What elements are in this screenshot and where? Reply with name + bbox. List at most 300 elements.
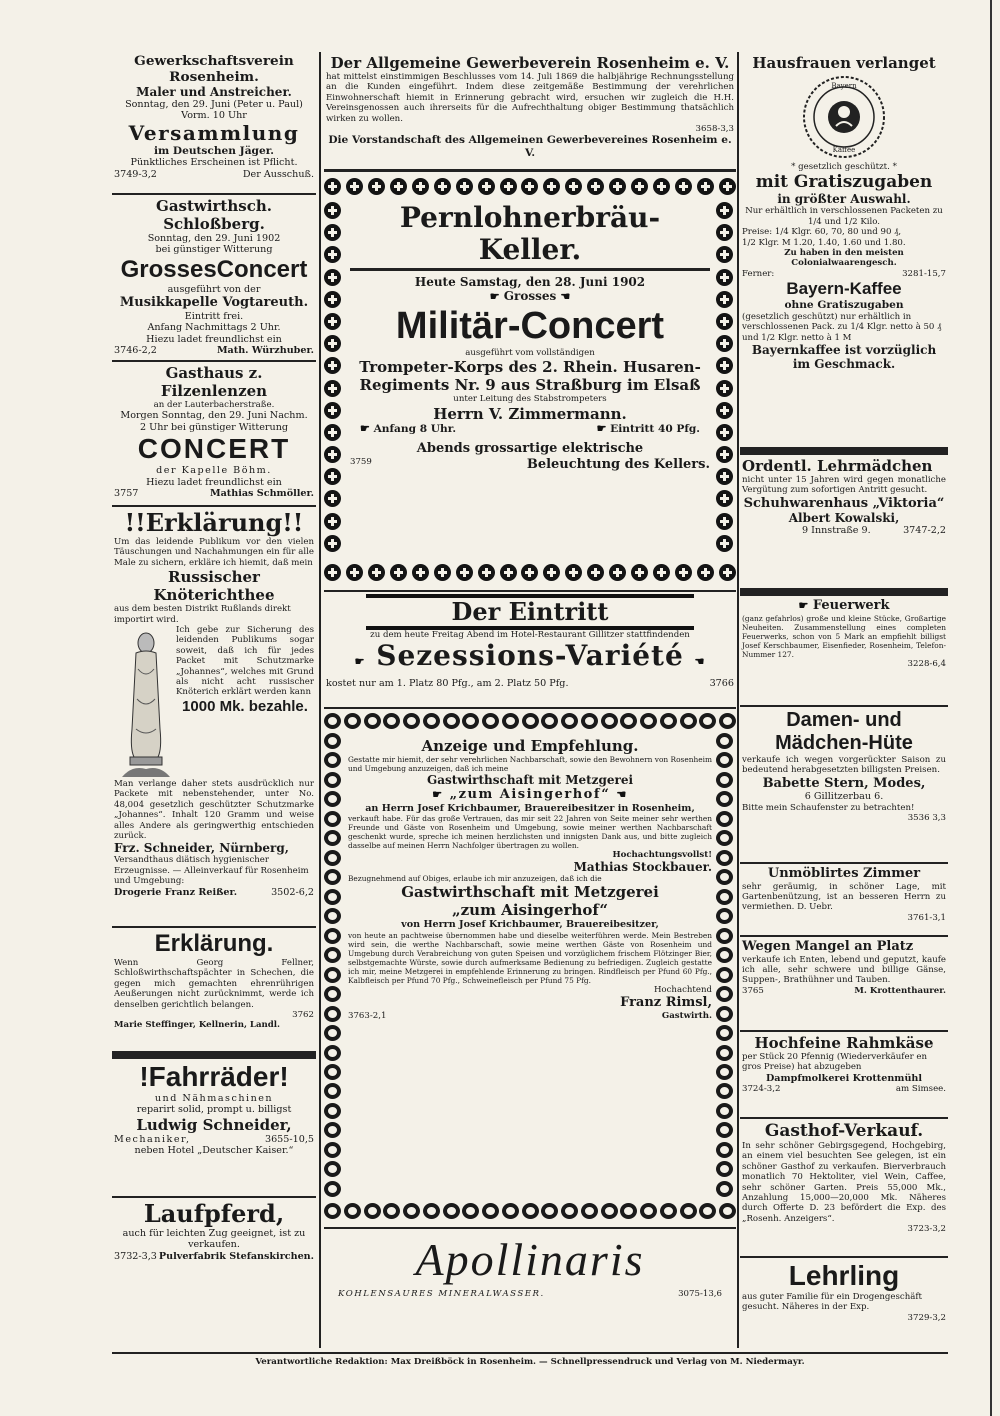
ad-band: der Kapelle Böhm. <box>156 465 272 477</box>
ad-address: am Simsee. <box>895 1084 946 1095</box>
page-edge-line <box>990 0 992 1416</box>
ring-border-top <box>324 713 736 733</box>
ring-ornament <box>716 772 733 788</box>
ad-body: (gesetzlich geschützt) nur erhältlich in verschlossenen Pack. zu 1/4 Klgr. netto à 50 ₰ und 1/2 Klgr. netto à 1 M <box>742 311 942 343</box>
cross-bead-ornament <box>390 564 407 581</box>
ring-ornament <box>716 1103 733 1119</box>
ad-body: Wenn Georg Fellner, Schloßwirthschaftspächter in Schechen, die gegen mich gemachten ehrenrührigen Aeußerungen nicht zurücknimmt, werde ich denselben gerichtlich belangen. <box>114 958 314 1010</box>
ad-heading-line1: Damen- und <box>786 709 902 731</box>
ad-start <box>360 423 456 436</box>
ad-date: Heute Samstag, den 28. Juni 1902 <box>414 275 646 289</box>
cross-bead-ornament <box>434 564 451 581</box>
ring-ornament <box>324 1161 341 1177</box>
cross-bead-ornament <box>324 202 341 219</box>
cross-bead-ornament <box>631 178 648 195</box>
cross-bead-ornament <box>565 564 582 581</box>
ring-border-left <box>324 733 344 1197</box>
ring-ornament <box>719 713 736 729</box>
cross-bead-ornament <box>324 178 341 195</box>
ad-heading: Gasthof-Verkauf. <box>764 1121 924 1141</box>
ring-ornament <box>716 733 733 749</box>
ad-bayern-kaffee <box>740 52 948 449</box>
ring-ornament <box>680 713 697 729</box>
ad-buyer: an Herrn Josef Krichbaumer, Brauereibesitzer in Rosenheim, <box>365 802 695 814</box>
ad-start-label: Anfang 8 Uhr. <box>373 422 457 435</box>
cross-bead-ornament <box>324 402 341 419</box>
ring-ornament <box>716 908 733 924</box>
ring-ornament <box>324 1181 341 1197</box>
cross-bead-ornament <box>412 564 429 581</box>
cross-bead-ornament <box>324 513 341 530</box>
ad-signature: M. Krottenthaurer. <box>854 985 946 996</box>
ad-seller: von Herrn Josef Krichbaumer, Brauereibesitzer, <box>401 919 659 931</box>
ad-packs: Nur erhältlich in verschlossenen Packeten zu 1/4 und 1/2 Kilo. <box>745 206 943 227</box>
ring-ornament <box>581 713 598 729</box>
ad-repair: reparirt solid, prompt u. billigst <box>136 1104 292 1116</box>
ad-number: 3655-10,5 <box>264 1133 314 1145</box>
ad-body: In sehr schöner Gebirgsgegend, Hochgebirg, an einem viel besuchten See gelegen, ist ein schöner Gasthof zu verkaufen. Bierverbrauch monatlich 70 Hektoliter, viel Wein, Caffee, sehr schöner Garten. Preis 55,000 Mk., Anzahlung 15,000—20,000 Mk. Näheres durch Offerte D. 23 befördert die Exp. des „Rosenh. Anzeigers“. <box>742 1141 946 1224</box>
cross-bead-ornament <box>716 313 733 330</box>
ad-name: Albert Kowalski, <box>788 511 900 526</box>
cross-bead-ornament <box>716 446 733 463</box>
ad-time: Vorm. 10 Uhr <box>181 110 247 122</box>
ad-heading: mit Gratiszugaben <box>755 172 933 193</box>
ring-ornament <box>522 1203 539 1219</box>
ad-signature: Marie Steffinger, Kellnerin, Landl. <box>114 1020 281 1031</box>
ad-erklaerung-fellner <box>112 928 316 1053</box>
pointing-hand-left-icon: ☚ <box>694 655 706 669</box>
ad-laufpferd <box>112 1198 316 1283</box>
cross-bead-ornament <box>521 178 538 195</box>
ad-body-2: Bitte mein Schaufenster zu betrachten! <box>742 802 915 813</box>
cross-bead-ornament <box>324 224 341 241</box>
ring-ornament <box>324 947 341 963</box>
ad-body: Ich gebe zur Sicherung des leidenden Publikums sogar soweit, daß ich für jedes Packet mit Schutzmarke „Johannes“, welches mit Grund als nicht acht russischer Knöterich erklärt werden kann <box>176 625 314 698</box>
cross-bead-ornament <box>478 178 495 195</box>
ad-firm: Frz. Schneider, Nürnberg, <box>114 841 289 856</box>
cross-bead-ornament <box>716 490 733 507</box>
ad-apollinaris <box>324 1229 736 1330</box>
ad-title: Hausfrauen verlanget <box>752 54 936 72</box>
ad-heading: Wegen Mangel an Platz <box>742 939 914 954</box>
cross-bead-ornament <box>716 357 733 374</box>
bead-border-bottom <box>324 564 736 584</box>
ad-address: 9 Innstraße 9. <box>802 525 871 537</box>
ring-ornament <box>561 1203 578 1219</box>
ad-signature: Der Ausschuß. <box>242 168 314 180</box>
ring-ornament <box>324 1103 341 1119</box>
cross-bead-ornament <box>324 446 341 463</box>
ring-ornament <box>716 752 733 768</box>
ad-number: 3765 <box>742 985 764 996</box>
ring-ornament <box>502 1203 519 1219</box>
ring-ornament <box>482 1203 499 1219</box>
ring-ornament <box>716 1006 733 1022</box>
cross-bead-ornament <box>324 490 341 507</box>
johannes-statue-illustration <box>122 629 170 779</box>
ring-ornament <box>716 1122 733 1138</box>
ad-body: verkaufe ich wegen vorgerückter Saison zu bedeutend herabgesetzten billigsten Preisen. <box>742 755 946 776</box>
ad-trade: Mechaniker, <box>114 1133 191 1145</box>
cross-bead-ornament <box>609 178 626 195</box>
ad-title: Der Allgemeine Gewerbeverein Rosenheim e. V. <box>330 54 730 72</box>
ring-ornament <box>403 1203 420 1219</box>
ring-ornament <box>716 1045 733 1061</box>
cross-bead-ornament <box>719 178 736 195</box>
cross-bead-ornament <box>716 513 733 530</box>
middle-column <box>324 52 736 1342</box>
left-column <box>112 52 316 1342</box>
ring-ornament <box>423 1203 440 1219</box>
cross-bead-ornament <box>716 402 733 419</box>
cross-bead-ornament <box>324 357 341 374</box>
ad-leadership: unter Leitung des Stabstrompeters <box>453 394 607 405</box>
ring-ornament <box>324 1122 341 1138</box>
ring-ornament <box>364 1203 381 1219</box>
ad-heading: Laufpferd, <box>143 1199 285 1228</box>
ring-ornament <box>716 830 733 846</box>
ring-ornament <box>324 733 341 749</box>
ring-ornament <box>601 713 618 729</box>
cross-bead-ornament <box>697 564 714 581</box>
ad-body: nicht unter 15 Jahren wird gegen monatliche Vergütung zum sofortigen Antritt gesucht. <box>742 475 946 496</box>
ring-ornament <box>716 1064 733 1080</box>
cross-bead-ornament <box>719 564 736 581</box>
ring-ornament <box>716 928 733 944</box>
ad-role: Gastwirth. <box>661 1010 712 1021</box>
ad-free-entry: Eintritt frei. <box>184 310 244 322</box>
ad-heading: Erklärung. <box>154 930 274 957</box>
pointing-hand-right-icon: ☛ <box>798 599 809 612</box>
ad-body: sehr geräumig, in schöner Lage, mit Gartenbenützung, ist an besseren Herrn zu vermiethen. D. Uebr. <box>742 881 946 913</box>
ring-ornament <box>640 1203 657 1219</box>
footer-imprint: Verantwortliche Redaktion: Max Dreißböck in Rosenheim. — Schnellpressendruck und Verlag von M. Niedermayr. <box>112 1352 948 1367</box>
ad-firm: Dampfmolkerei Krottenmühl <box>765 1072 923 1084</box>
ad-body: auch für leichten Zug geeignet, ist zu verkaufen. <box>122 1228 306 1251</box>
ring-ornament <box>716 1181 733 1197</box>
ad-erklaerung-knoeterich <box>112 507 316 928</box>
ad-choice: in größter Auswahl. <box>777 192 911 207</box>
ring-ornament <box>640 713 657 729</box>
ad-name: Ludwig Schneider, <box>136 1115 292 1134</box>
ad-heading: !!Erklärung!! <box>124 508 304 537</box>
bead-border-right <box>716 202 736 552</box>
ad-rahmkaese <box>740 1032 948 1119</box>
ad-address: 6 Gillitzerbau 6. <box>804 791 884 803</box>
ring-ornament <box>716 1025 733 1041</box>
cross-bead-ornament <box>587 178 604 195</box>
cross-bead-ornament <box>716 291 733 308</box>
cross-bead-ornament <box>716 202 733 219</box>
cross-bead-ornament <box>456 178 473 195</box>
ad-number: 3723-3,2 <box>907 1224 946 1235</box>
ad-heading: CONCERT <box>137 433 291 465</box>
cross-bead-ornament <box>324 424 341 441</box>
ring-ornament <box>660 713 677 729</box>
ad-filzenlenzen <box>112 362 316 507</box>
ad-heading: Hochfeine Rahmkäse <box>754 1034 934 1052</box>
ring-ornament <box>502 713 519 729</box>
cross-bead-ornament <box>675 178 692 195</box>
cross-bead-ornament <box>653 178 670 195</box>
ring-ornament <box>324 811 341 827</box>
ad-number: 3766 <box>709 678 734 690</box>
ad-signature: Die Vorstandschaft des Allgemeinen Gewerbevereines Rosenheim e. V. <box>328 134 732 160</box>
ad-grosses <box>350 289 710 304</box>
pointing-hand-right-icon: ☛ <box>354 655 366 669</box>
ad-intro: Um das leidende Publikum vor den vielen Täuschungen und Nachahmungen ein für alle Male zu sichern, erkläre ich hiemit, daß mein <box>114 537 314 568</box>
cross-bead-ornament <box>716 380 733 397</box>
ad-name: Babette Stern, Modes, <box>762 775 926 791</box>
ad-number: 3732-3,3 <box>114 1250 157 1262</box>
ad-firm-description: Versandthaus diätisch hygienischer Erzeugnisse. — Alleinverkauf für Rosenheim und Umgebung: <box>114 855 309 887</box>
coffee-seal-emblem <box>794 74 894 160</box>
ad-signature: Pulverfabrik Stefanskirchen. <box>158 1250 314 1262</box>
ad-business-name: Gastwirthschaft mit Metzgerei <box>426 773 634 787</box>
ad-start: Anfang Nachmittags 2 Uhr. <box>147 322 281 334</box>
ad-heading <box>742 598 946 614</box>
ring-ornament <box>716 947 733 963</box>
ad-subtitle: Maler und Anstreicher. <box>136 85 292 99</box>
cross-bead-ornament <box>434 178 451 195</box>
ring-ornament <box>324 752 341 768</box>
cross-bead-ornament <box>500 564 517 581</box>
cross-bead-ornament <box>716 224 733 241</box>
ring-ornament <box>561 713 578 729</box>
cross-bead-ornament <box>716 269 733 286</box>
ring-ornament <box>383 1203 400 1219</box>
ring-ornament <box>716 811 733 827</box>
ad-corps-line1: Trompeter-Korps des 2. Rhein. Husaren- <box>359 358 701 377</box>
ad-number: 3536 3,3 <box>907 813 946 824</box>
ad-heading-label: Feuerwerk <box>812 598 890 613</box>
cross-bead-ornament <box>368 564 385 581</box>
ad-invite: Hiezu ladet freundlichst ein <box>146 476 282 488</box>
ad-evening-line1: Abends grossartige elektrische <box>416 441 644 457</box>
cross-bead-ornament <box>412 178 429 195</box>
ad-title: Der Eintritt <box>366 594 694 630</box>
ad-subheading-2: ohne Gratiszugaben <box>784 299 904 312</box>
ad-signature-2: Franz Rimsl, <box>620 995 712 1011</box>
ad-body-continued: Man verlange daher stets ausdrücklich nur Packete mit nebenstehender, unter No. 48,004 gesetzlich geschützter Schutzmarke „Johannes“. Inhalt 120 Gramm und weise alles Andere als geringwerthig entschieden zurück. <box>114 779 314 842</box>
ad-address: neben Hotel „Deutscher Kaiser.“ <box>134 1145 294 1157</box>
ad-ferner: Ferner: <box>742 268 775 279</box>
ad-price: kostet nur am 1. Platz 80 Pfg., am 2. Platz 50 Pfg. <box>326 678 569 690</box>
ad-number: 3281-15,7 <box>902 268 946 279</box>
ad-number: 3724-3,2 <box>742 1084 781 1095</box>
ad-heading-label: Sezessions-Variété <box>376 639 684 673</box>
ad-heading <box>326 640 734 678</box>
ad-subtitle: zu dem heute Freitag Abend im Hotel-Restaurant Gillitzer stattfindenden <box>370 630 690 640</box>
ad-grosses-label: Grosses <box>503 289 557 303</box>
ring-ornament <box>324 713 341 729</box>
ad-body: verkaufe ich Enten, lebend und geputzt, kaufe ich alle, sehr schwere und billige Gänse, Suppen-, Brathühner und Tauben. <box>742 954 946 986</box>
cross-bead-ornament <box>324 535 341 552</box>
cross-bead-ornament <box>346 564 363 581</box>
ring-ornament <box>680 1203 697 1219</box>
ad-number: 3228-6,4 <box>907 658 946 669</box>
ad-corps-line2: Regiments Nr. 9 aus Straßburg im Elsaß <box>359 376 701 395</box>
ring-border-bottom <box>324 1203 736 1223</box>
cross-bead-ornament <box>324 564 341 581</box>
ring-ornament <box>324 830 341 846</box>
ad-subheading: und Nähmaschinen <box>154 1093 274 1104</box>
ring-ornament <box>541 713 558 729</box>
ad-title: Anzeige und Empfehlung. <box>421 737 639 755</box>
ad-respect: Hochachtungsvollst! <box>612 849 712 860</box>
ad-heading-line2: Mädchen-Hüte <box>775 732 913 754</box>
cross-bead-ornament <box>324 380 341 397</box>
ad-signature: Mathias Schmöller. <box>209 488 314 500</box>
cross-bead-ornament <box>478 564 495 581</box>
ad-business-name-2: Gastwirthschaft mit Metzgerei <box>401 883 659 902</box>
ring-ornament <box>423 713 440 729</box>
ring-ornament <box>324 1203 341 1219</box>
cross-bead-ornament <box>500 178 517 195</box>
ad-house-name-2: „zum Aisingerhof“ <box>452 901 608 920</box>
cross-bead-ornament <box>543 178 560 195</box>
ad-heading: Ordentl. Lehrmädchen <box>742 457 933 475</box>
ad-title: Pernlohnerbräu-Keller. <box>350 202 710 271</box>
ad-damen-hute <box>740 707 948 864</box>
ring-ornament <box>324 967 341 983</box>
ring-ornament <box>443 1203 460 1219</box>
ring-ornament <box>324 986 341 1002</box>
ring-ornament <box>716 889 733 905</box>
ring-ornament <box>324 772 341 788</box>
pointing-hand-right-icon: ☛ <box>360 421 370 435</box>
ad-entry <box>597 423 700 436</box>
cross-bead-ornament <box>631 564 648 581</box>
ad-body-part4: von heute an pachtweise übernommen habe und dieselbe weiterführen werde. Mein Bestreben wird sein, die werthe Nachbarschaft, sowie meine werthen Gäste von Rosenheim und Umgebung durch Verabreichung von guten Speisen und vorzüglichem frischem Flötzinger Bier, selbstgemachte Würste, sowie durch aufmerksame Bedienung zu befriedigen. Zugleich gestatte ich mir, meine Metzgerei in empfehlende Erinnerung zu bringen. Rindfleisch per Pfund 60 Pfg., Kalbfleisch per Pfund 70 Pfg., Schweinefleisch per Pfund 75 Pfg. <box>348 930 712 985</box>
cross-bead-ornament <box>543 564 560 581</box>
ring-ornament <box>344 1203 361 1219</box>
ad-heading: Versammlung <box>128 120 300 145</box>
ring-ornament <box>716 1083 733 1099</box>
ring-ornament <box>716 869 733 885</box>
ad-house-name-label: „zum Aisingerhof“ <box>449 787 611 802</box>
ad-gasthof-verkauf <box>740 1119 948 1258</box>
cross-bead-ornament <box>716 335 733 352</box>
ring-ornament <box>601 1203 618 1219</box>
ad-shop: Drogerie Franz Reißer. <box>114 886 238 898</box>
ad-signature: Math. Würzhuber. <box>216 344 314 356</box>
ad-body: per Stück 20 Pfennig (Wiederverkäufer en gros Preise) hat abzugeben <box>742 1052 928 1073</box>
cross-bead-ornament <box>675 564 692 581</box>
cross-bead-ornament <box>609 564 626 581</box>
ad-date: Morgen Sonntag, den 29. Juni Nachm. <box>120 410 308 422</box>
ad-invite: Hiezu ladet freundlichst ein <box>146 333 282 345</box>
pointing-hand-right-icon: ☛ <box>596 421 607 435</box>
ad-number: 3747-2,2 <box>903 525 946 537</box>
ad-claim: Bayernkaffee ist vorzüglich im Geschmack. <box>751 343 937 372</box>
ad-gewerkschaftsverein <box>112 52 316 195</box>
ring-ornament <box>716 850 733 866</box>
pointing-hand-left-icon: ☚ <box>560 290 571 303</box>
ad-schlossberg <box>112 195 316 362</box>
ad-aisingerhof <box>324 709 736 1229</box>
ring-ornament <box>620 1203 637 1219</box>
cross-bead-ornament <box>716 468 733 485</box>
cross-bead-ornament <box>456 564 473 581</box>
ring-ornament <box>324 1045 341 1061</box>
ring-ornament <box>716 791 733 807</box>
ring-ornament <box>324 1025 341 1041</box>
ring-ornament <box>581 1203 598 1219</box>
seal-text-kaffee: Kaffee <box>832 146 856 154</box>
ring-border-right <box>716 733 736 1197</box>
ad-title: Gastwirthsch. Schloßberg. <box>156 197 272 233</box>
ad-respect-2: Hochachtend <box>653 984 712 995</box>
cross-bead-ornament <box>521 564 538 581</box>
ad-reward: 1000 Mk. bezahle. <box>182 697 308 715</box>
ad-place: im Deutschen Jäger. <box>153 144 274 157</box>
ring-ornament <box>482 713 499 729</box>
ad-number: 3502-6,2 <box>271 886 314 898</box>
ad-leader: Herrn V. Zimmermann. <box>433 404 627 423</box>
ad-gewerbeverein <box>324 52 736 172</box>
ad-body: hat mittelst einstimmigen Beschlusses vom 14. Juli 1869 die halbjährige Rechnungsstellung an die Kunden eingeführt. Indem diese zeitgemäße Bestimmung der verehrlichen Einwohnerschaft hiemit in Erinnerung gebracht wird, ersuchen wir zugleich die H.H. Vereinsgenossen auch ihrerseits für die Aufrechthaltung obiger Bestimmung thatsächlich wirken zu wollen. <box>326 72 734 124</box>
pointing-hand-left-icon: ☚ <box>616 788 628 801</box>
ad-body: (ganz gefahrlos) große und kleine Stücke, Großartige Neuheiten. Zusammenstellung eines completen Feuerwerks, schon von 5 Mark an empfiehlt billigst Josef Kerschbaumer, Eisenfieder, Rosenheim, Telefon-Nummer 127. <box>742 613 946 659</box>
ring-ornament <box>324 1083 341 1099</box>
cross-bead-ornament <box>324 313 341 330</box>
ring-ornament <box>324 869 341 885</box>
bead-border-top <box>324 178 736 198</box>
ad-address: an der Lauterbacherstraße. <box>153 400 275 410</box>
ring-ornament <box>541 1203 558 1219</box>
ad-number: 3763-2,1 <box>348 1010 387 1021</box>
ad-shops: Zu haben in den meisten Colonialwaarengesch. <box>784 248 904 269</box>
column-rule-right <box>737 52 739 1348</box>
cross-bead-ornament <box>324 246 341 263</box>
ring-ornament <box>716 1161 733 1177</box>
cross-bead-ornament <box>368 178 385 195</box>
ad-by: ausgeführt vom vollständigen <box>465 348 595 358</box>
ring-ornament <box>699 1203 716 1219</box>
ad-signature: Mathias Stockbauer. <box>573 860 712 875</box>
ad-body-part2: verkauft habe. Für das große Vertrauen, das mir seit 22 Jahren von Seite meiner sehr werthen Freunde und Gäste von Rosenheim und Umgebung, sowie meiner werthen Nachbarschaft geschenkt wurde, spreche ich meinen herzlichsten und innigsten Dank aus, und bitte zugleich dasselbe auf meinen Herrn Nachfolger übertragen zu wollen. <box>348 813 712 850</box>
column-rule-left <box>319 52 321 1348</box>
ring-ornament <box>716 967 733 983</box>
ad-heading-2: Bayern-Kaffee <box>786 279 902 299</box>
ad-heading: Lehrling <box>788 1260 900 1291</box>
bead-border-left <box>324 202 344 552</box>
ring-ornament <box>716 986 733 1002</box>
ring-ornament <box>324 791 341 807</box>
ad-firm: Schuhwarenhaus „Viktoria“ <box>743 495 945 511</box>
ring-ornament <box>324 1006 341 1022</box>
ad-note: Pünktliches Erscheinen ist Pflicht. <box>130 157 298 169</box>
cross-bead-ornament <box>653 564 670 581</box>
cross-bead-ornament <box>716 535 733 552</box>
ring-ornament <box>324 850 341 866</box>
ad-number: 3729-3,2 <box>907 1312 946 1323</box>
ad-feuerwerk <box>740 590 948 707</box>
ad-sezessions-variete <box>324 592 736 709</box>
ring-ornament <box>324 889 341 905</box>
ad-subheading: KOHLENSAURES MINERALWASSER. <box>338 1289 545 1299</box>
pointing-hand-right-icon: ☛ <box>489 290 500 303</box>
ad-heading: Unmöblirtes Zimmer <box>767 866 921 881</box>
ad-time: 2 Uhr bei günstiger Witterung <box>139 421 289 433</box>
ad-number: 3757 <box>114 488 139 500</box>
cross-bead-ornament <box>346 178 363 195</box>
ad-unmoebliertes-zimmer <box>740 864 948 937</box>
cross-bead-ornament <box>324 335 341 352</box>
cross-bead-ornament <box>324 468 341 485</box>
ring-ornament <box>462 713 479 729</box>
